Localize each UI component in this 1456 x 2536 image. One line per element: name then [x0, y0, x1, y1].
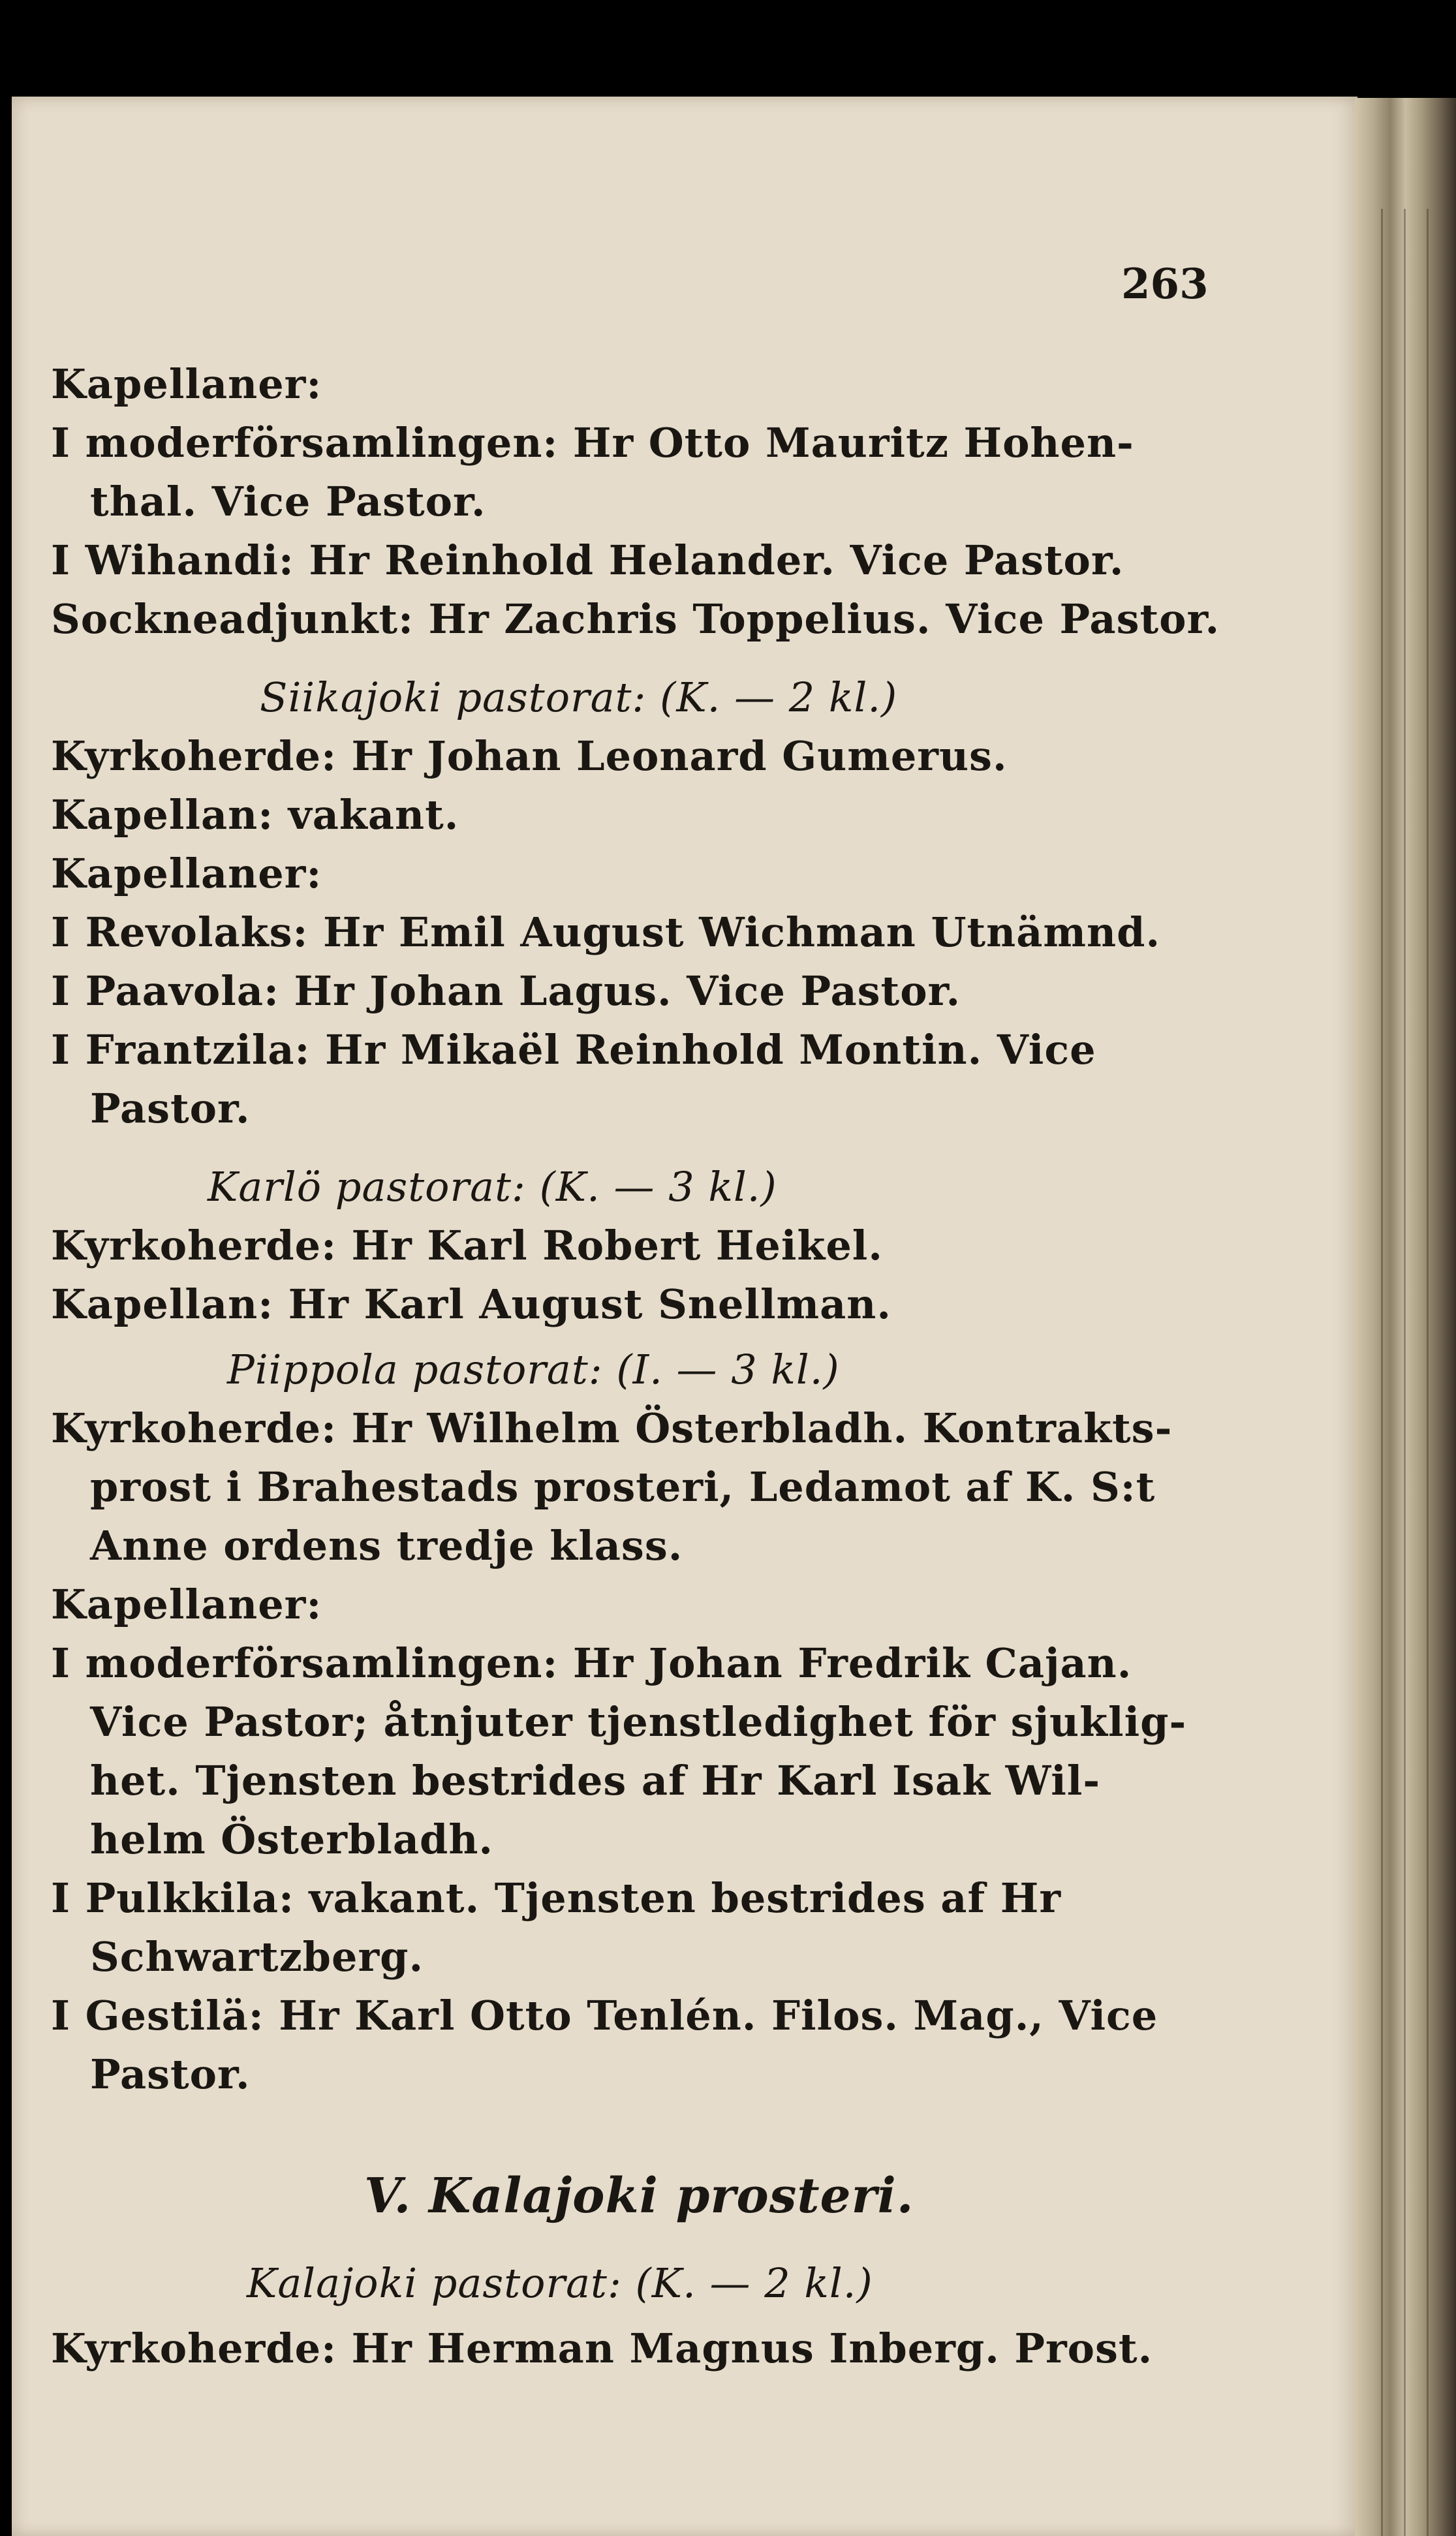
text-line: het. Tjensten bestrides af Hr Karl Isak Wil-: [90, 1757, 1101, 1804]
section-heading: Siikajoki pastorat: (K. — 2 kl.): [260, 673, 898, 721]
text-line: prost i Brahestads prosteri, Ledamot af K. S:t: [90, 1463, 1156, 1511]
section-heading: Piippola pastorat: (I. — 3 kl.): [227, 1346, 840, 1393]
text-line: Kapellan: Hr Karl August Snellman.: [51, 1280, 891, 1328]
text-line: Kapellaner:: [51, 850, 322, 897]
text-line: I Frantzila: Hr Mikaël Reinhold Montin. Vice: [51, 1026, 1096, 1074]
text-line: I Revolaks: Hr Emil August Wichman Utnämnd.: [51, 908, 1161, 956]
text-line: I Pulkkila: vakant. Tjensten bestrides af Hr: [51, 1874, 1061, 1922]
text-line: Kapellaner:: [51, 360, 322, 408]
chapter-heading: V. Kalajoki prosteri.: [364, 2168, 914, 2224]
page-number: 263: [1121, 260, 1209, 309]
text-line: Pastor.: [90, 1085, 251, 1132]
text-line: Kyrkoherde: Hr Karl Robert Heikel.: [51, 1222, 883, 1269]
book-page: [12, 97, 1357, 2536]
text-line: I Paavola: Hr Johan Lagus. Vice Pastor.: [51, 967, 961, 1015]
text-line: Sockneadjunkt: Hr Zachris Toppelius. Vice Pastor.: [51, 595, 1220, 643]
text-line: I Wihandi: Hr Reinhold Helander. Vice Pastor.: [51, 536, 1124, 584]
text-line: Kyrkoherde: Hr Herman Magnus Inberg. Prost.: [51, 2325, 1153, 2372]
text-line: Vice Pastor; åtnjuter tjenstledighet för sjuklig-: [90, 1698, 1187, 1746]
text-line: Schwartzberg.: [90, 1933, 424, 1981]
text-line: I moderförsamlingen: Hr Otto Mauritz Hohen-: [51, 419, 1134, 467]
section-heading: Karlö pastorat: (K. — 3 kl.): [208, 1163, 777, 1211]
text-line: helm Österbladh.: [90, 1816, 494, 1863]
text-line: Pastor.: [90, 2050, 251, 2098]
text-line: Kapellaner:: [51, 1581, 322, 1628]
text-line: I Gestilä: Hr Karl Otto Tenlén. Filos. Mag., Vice: [51, 1992, 1158, 2039]
text-line: Kyrkoherde: Hr Wilhelm Österbladh. Kontrakts-: [51, 1404, 1173, 1452]
text-line: Kapellan: vakant.: [51, 791, 459, 839]
book-spine-edge: [1355, 98, 1456, 2536]
text-line: Anne ordens tredje klass.: [90, 1522, 683, 1570]
text-line: Kyrkoherde: Hr Johan Leonard Gumerus.: [51, 732, 1008, 780]
text-line: thal. Vice Pastor.: [90, 478, 486, 525]
section-heading: Kalajoki pastorat: (K. — 2 kl.): [247, 2259, 873, 2307]
text-line: I moderförsamlingen: Hr Johan Fredrik Cajan.: [51, 1639, 1132, 1687]
